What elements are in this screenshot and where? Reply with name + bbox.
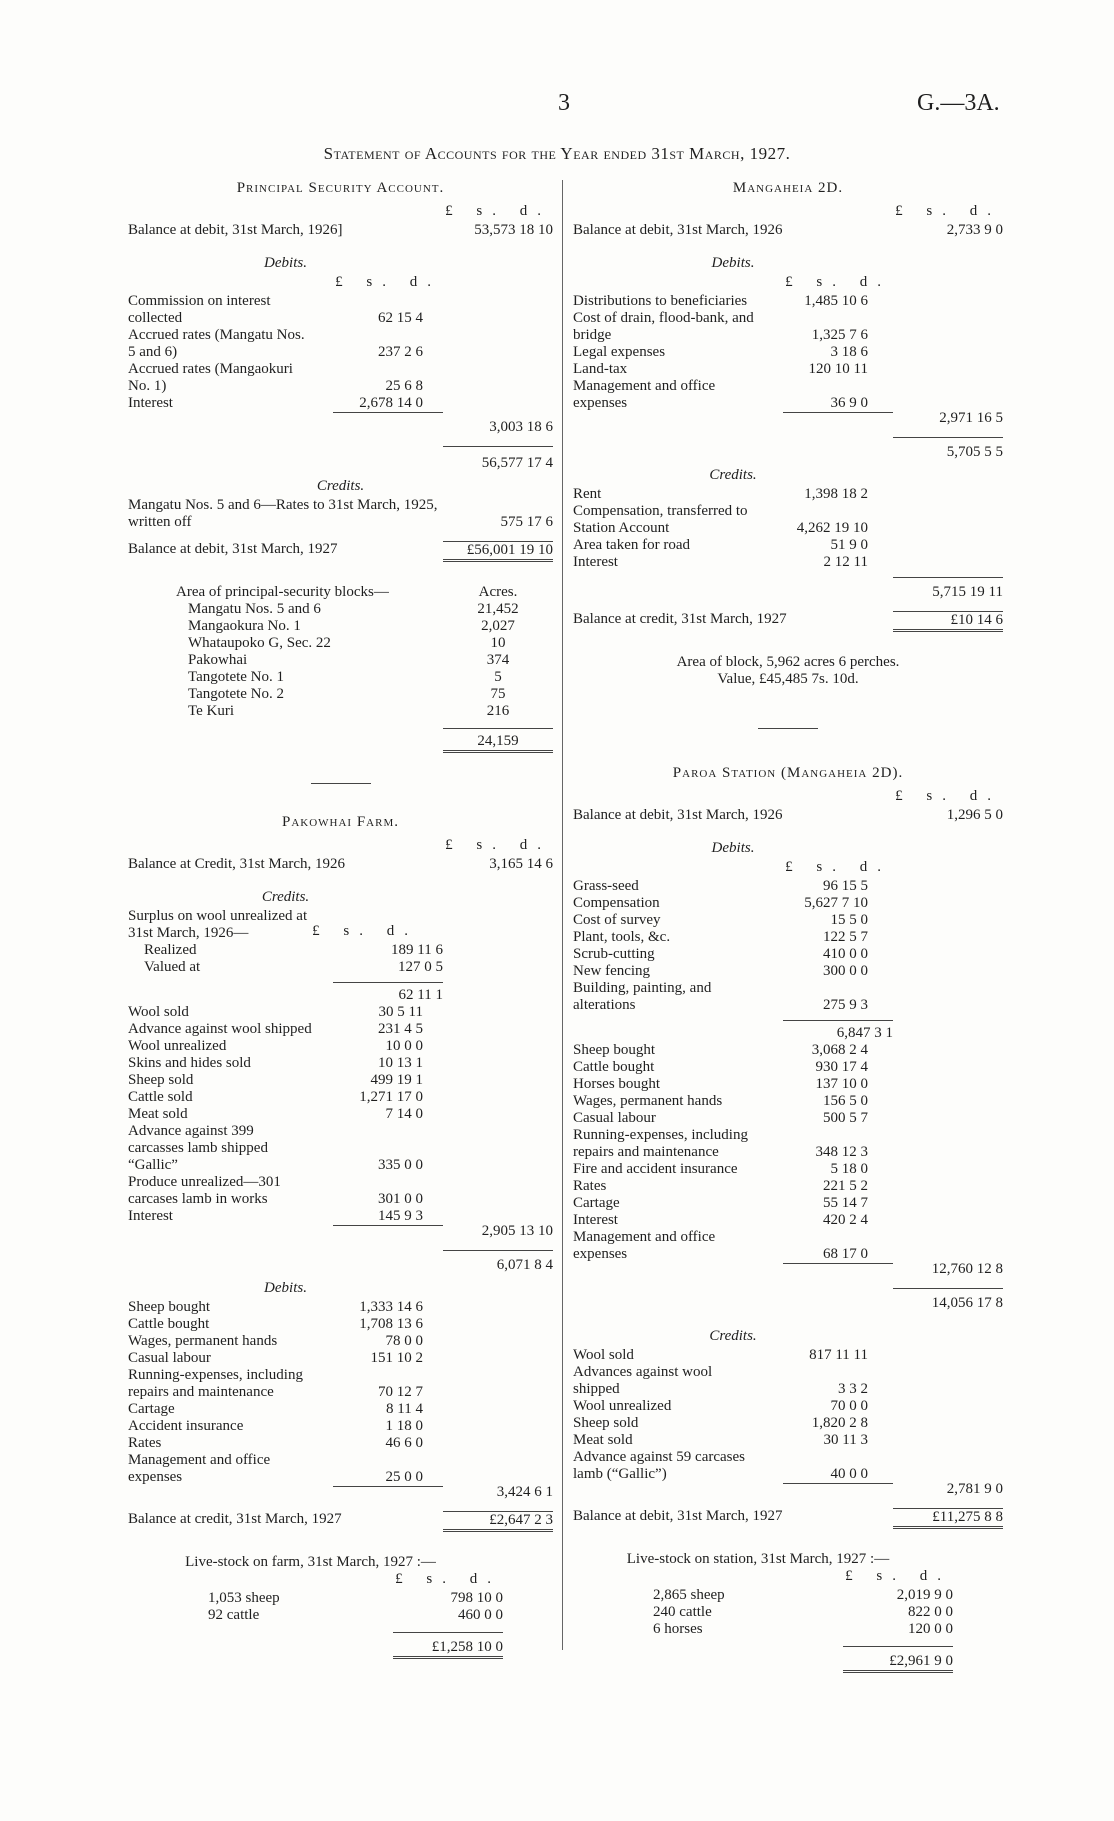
row-label: Cartage xyxy=(573,1195,620,1211)
ledger-row xyxy=(128,1316,553,1333)
ledger-row xyxy=(573,1398,1003,1415)
ledger-row xyxy=(573,1195,1003,1212)
row-amount: 156 5 0 xyxy=(823,1093,868,1109)
ledger-row xyxy=(128,1174,553,1208)
closing-balance-row: Balance at credit, 31st March, 1927 £10 14 6 xyxy=(573,611,1003,632)
debits-total: 2,971 16 5 xyxy=(939,410,1003,426)
row-label: Skins and hides sold xyxy=(128,1055,251,1071)
row-label: Management and office expenses xyxy=(573,1229,716,1262)
row-amount: 348 12 3 xyxy=(815,1144,868,1160)
row-label: Interest xyxy=(573,554,618,570)
row-label: Legal expenses xyxy=(573,344,666,360)
row-amount: 120 0 0 xyxy=(908,1621,953,1637)
ledger-row xyxy=(573,537,1003,554)
column-divider xyxy=(562,180,563,1650)
running-total: 14,056 17 8 xyxy=(893,1288,1003,1312)
row-label: 1,053 sheep xyxy=(208,1590,280,1606)
debits-heading: Debits. xyxy=(711,255,755,271)
row-label: Mangaokura No. 1 xyxy=(188,618,301,634)
ledger-row xyxy=(573,554,1003,571)
debits-total: 3,424 6 1 xyxy=(496,1484,553,1500)
ledger-row xyxy=(573,929,1003,946)
ledger-row xyxy=(573,1110,1003,1127)
unit-header: £ s. d. xyxy=(445,203,551,219)
ledger-row xyxy=(573,1178,1003,1195)
row-label: Sheep sold xyxy=(573,1415,639,1431)
row-label: Wool unrealized xyxy=(573,1398,672,1414)
row-amount: 5 xyxy=(494,669,502,685)
closing-balance-row: Balance at credit, 31st March, 1927 £2,647 2 3 xyxy=(128,1511,553,1532)
row-label: Te Kuri xyxy=(188,703,235,719)
row-label: Compensation xyxy=(573,895,660,911)
row-amount: 301 0 0 xyxy=(378,1191,423,1207)
ledger-row xyxy=(128,1350,553,1367)
row-label: Mangatu Nos. 5 and 6 xyxy=(188,601,321,617)
livestock-total: £1,258 10 0 xyxy=(393,1632,503,1659)
row-amount: 21,452 xyxy=(477,601,519,617)
ledger-row xyxy=(128,1055,553,1072)
row-label: Whataupoko G, Sec. 22 xyxy=(188,635,331,651)
ledger-row xyxy=(128,1021,553,1038)
row-label: Cost of survey xyxy=(573,912,661,928)
ledger-row xyxy=(573,310,1003,344)
row-amount: 145 9 3 xyxy=(378,1208,423,1224)
ledger-row xyxy=(128,497,553,531)
ledger-row xyxy=(573,912,1003,929)
row-label: Accrued rates (Mangaokuri No. 1) xyxy=(128,361,293,394)
row-amount: 3 3 2 xyxy=(838,1381,868,1397)
ledger-row xyxy=(128,1452,553,1486)
row-label: Cattle sold xyxy=(128,1089,193,1105)
row-label: Sheep bought xyxy=(573,1042,656,1058)
row-amount: 3 18 6 xyxy=(830,344,868,360)
ledger-row xyxy=(128,395,553,412)
page-reference: G.—3A. xyxy=(917,90,1000,116)
ledger-row xyxy=(128,293,553,327)
ledger-row xyxy=(128,1123,553,1174)
row-label: Running-expenses, including repairs and maintenance xyxy=(573,1127,748,1160)
credits-heading: Credits. xyxy=(316,478,365,494)
row-label: Horses bought xyxy=(573,1076,661,1092)
ledger-row xyxy=(573,1042,1003,1059)
row-amount: 70 0 0 xyxy=(830,1398,868,1414)
row-label: Interest xyxy=(573,1212,618,1228)
row-amount: 96 15 5 xyxy=(823,878,868,894)
credits-heading: Credits. xyxy=(709,467,757,483)
row-amount: 1,708 13 6 xyxy=(359,1316,423,1332)
row-amount: 25 0 0 xyxy=(385,1469,423,1485)
principal-security-account: Principal Security Account. £ s. d. Balance at debit, 31st March, 1926] 53,573 18 10 Debits. £ s. d. Commission on interest collected 62 15 4 Accrued rates (Mangatu Nos. 5 and 6) 237 2 6 Accrued rates (Mangaokuri No. 1) 25 6 8 Interest 2,678 14 0 3,003 18 6 56,577 17 4 Credits. Mangatu Nos. 5 and 6—Rates to 31st March, 1925, written off 575 17 6 Balance at debit, 31st March, 1927 £56,001 19 10 Area of principal-security blocks— Acres. Mangatu Nos. 5 and 6 21,452 Mangaokura No. 1 2,027 Whataupoko G, Sec. 22 10 Pakowhai 374 Tangotete No. 1 5 Tangotete No. 2 75 Te Kuri 216 24,159 xyxy=(128,180,553,753)
row-label: Meat sold xyxy=(128,1106,188,1122)
livestock-row xyxy=(573,1604,1003,1621)
area-total: 24,159 xyxy=(443,728,553,753)
mangaheia-2d-account: Mangaheia 2D. £ s. d. Balance at debit, 31st March, 1926 2,733 9 0 Debits. £ s. d. Distributions to beneficiaries 1,485 10 6 Cost of drain, flood-bank, and bridge 1,325 7 6 Legal expenses 3 18 6 Land-tax 120 10 11 Management and office expenses 36 9 0 2,971 16 5 5,705 5 5 Credits. Rent 1,398 18 2 Compensation, transferred to Station Account 4,262 19 10 Area taken for road 51 9 0 Interest 2 12 11 5,715 19 11 Balance at credit, 31st March, 1927 £10 14 6 Area of block, 5,962 acres 6 perches. Value, £45,485 7s. 10d. xyxy=(573,180,1003,687)
ledger-row xyxy=(573,293,1003,310)
row-amount: 1,820 2 8 xyxy=(811,1415,868,1431)
ledger-row xyxy=(573,1449,1003,1483)
row-amount: 78 0 0 xyxy=(385,1333,423,1349)
row-amount: 122 5 7 xyxy=(823,929,868,945)
debits-total: 3,003 18 6 xyxy=(489,419,553,435)
row-label: Advance against wool shipped xyxy=(128,1021,312,1037)
row-label: Grass-seed xyxy=(573,878,639,894)
credits-total: 2,905 13 10 xyxy=(481,1223,553,1239)
row-amount: 70 12 7 xyxy=(378,1384,423,1400)
row-amount: 3,068 2 4 xyxy=(811,1042,868,1058)
row-amount: 120 10 11 xyxy=(808,361,868,377)
row-amount: 817 11 11 xyxy=(809,1347,868,1363)
row-amount: 300 0 0 xyxy=(823,963,868,979)
row-label: Management and office expenses xyxy=(128,1452,271,1485)
section-title: Pakowhai Farm. xyxy=(281,814,399,830)
row-label: Interest xyxy=(128,1208,173,1224)
row-label: Cattle bought xyxy=(128,1316,210,1332)
row-amount: 499 19 1 xyxy=(370,1072,423,1088)
ledger-row xyxy=(573,486,1003,503)
ledger-row xyxy=(128,327,553,361)
ledger-row xyxy=(573,503,1003,537)
credits-total: 2,781 9 0 xyxy=(946,1481,1003,1497)
row-label: Management and office expenses xyxy=(573,378,716,411)
row-label: Tangotete No. 2 xyxy=(188,686,285,702)
row-amount: 335 0 0 xyxy=(378,1157,423,1173)
ledger-row xyxy=(573,1059,1003,1076)
row-amount: 221 5 2 xyxy=(823,1178,868,1194)
row-amount: 2,678 14 0 xyxy=(359,395,423,411)
debits-total: 12,760 12 8 xyxy=(931,1261,1003,1277)
row-amount: 137 10 0 xyxy=(815,1076,868,1092)
ledger-row xyxy=(128,1418,553,1435)
row-label: Accrued rates (Mangatu Nos. 5 and 6) xyxy=(128,327,305,360)
row-amount: 51 9 0 xyxy=(830,537,868,553)
livestock-row xyxy=(573,1587,1003,1604)
row-amount: 25 6 8 xyxy=(385,378,423,394)
ledger-row xyxy=(128,1038,553,1055)
ledger-row xyxy=(573,361,1003,378)
row-label: Tangotete No. 1 xyxy=(188,669,285,685)
row-label: Casual labour xyxy=(573,1110,656,1126)
row-amount: 420 2 4 xyxy=(823,1212,868,1228)
row-amount: 231 4 5 xyxy=(378,1021,423,1037)
livestock-heading: Live-stock on station, 31st March, 1927 :— xyxy=(626,1551,890,1567)
row-amount: 460 0 0 xyxy=(458,1607,503,1623)
row-label: Commission on interest collected xyxy=(128,293,271,326)
ledger-row xyxy=(573,344,1003,361)
ledger-row xyxy=(128,1004,553,1021)
livestock-total: £2,961 9 0 xyxy=(843,1646,953,1673)
row-label: New fencing xyxy=(573,963,651,979)
row-label: Running-expenses, including repairs and maintenance xyxy=(128,1367,303,1400)
row-amount: 62 15 4 xyxy=(378,310,423,326)
debits-heading: Debits. xyxy=(264,1280,307,1296)
block-value: Value, £45,485 7s. 10d. xyxy=(717,671,859,687)
credits-heading: Credits. xyxy=(709,1328,757,1344)
row-label: 240 cattle xyxy=(653,1604,712,1620)
row-amount: 30 11 3 xyxy=(823,1432,868,1448)
section-title: Mangaheia 2D. xyxy=(732,180,844,196)
left-column xyxy=(128,180,553,1659)
row-label: Rates xyxy=(573,1178,607,1194)
section-title: Principal Security Account. xyxy=(236,180,445,196)
row-label: Sheep bought xyxy=(128,1299,211,1315)
row-amount: 2,027 xyxy=(481,618,515,634)
row-label: Plant, tools, &c. xyxy=(573,929,671,945)
row-label: Wages, permanent hands xyxy=(573,1093,723,1109)
row-amount: 237 2 6 xyxy=(378,344,423,360)
row-label: Interest xyxy=(128,395,173,411)
row-label: Area taken for road xyxy=(573,537,691,553)
row-amount: 68 17 0 xyxy=(823,1246,868,1262)
running-total: 6,071 8 4 xyxy=(443,1250,553,1274)
opening-balance-row: Balance at debit, 31st March, 1926 2,733 9 0 xyxy=(573,222,1003,238)
ledger-row xyxy=(573,1076,1003,1093)
pakowhai-farm: Pakowhai Farm. £ s. d. Balance at Credit, 31st March, 1926 3,165 14 6 Credits. Surplus on wool unrealized at 31st March, 1926— £ s. d. Realized 189 11 6 Valued at 127 0 5 62 11 1 Wool sold 30 5 11 Advance against wool shipped 231 4 5 Wool unrealized 10 0 0 Skins and hides sold 10 13 1 Sheep sold 499 19 1 Cattle sold 1,271 17 0 Meat sold 7 14 0 Advance against 399 carcasses lamb shipped “Gallic” 335 0 0 Produce unrealized—301 carcases lamb in works 301 0 0 Interest 145 9 3 2,905 13 10 6,071 8 4 Debits. Sheep bought 1,333 14 6 Cattle bought 1,708 13 6 Wages, permanent hands 78 0 0 Casual labour 151 10 2 Running-expenses, including repairs and maintenance 70 12 7 Cartage 8 11 4 Accident insurance 1 18 0 Rates 46 6 0 Management and office expenses 25 0 0 3,424 6 1 Balance at credit, 31st March, 1927 £2,647 2 3 Live-stock on farm, 31st March, 1927 :— £ s. d. 1,053 sheep 798 10 0 92 cattle 460 0 0 £1,258 10 0 xyxy=(128,814,553,1659)
row-amount: 822 0 0 xyxy=(908,1604,953,1620)
credits-heading: Credits. xyxy=(261,889,310,905)
ledger-row xyxy=(128,1367,553,1401)
row-amount: 575 17 6 xyxy=(500,514,553,530)
row-amount: 10 0 0 xyxy=(385,1038,423,1054)
row-label: Advance against 59 carcases lamb (“Gallic”) xyxy=(573,1449,746,1482)
row-label: Produce unrealized—301 carcases lamb in works xyxy=(128,1174,281,1207)
ledger-row xyxy=(573,1212,1003,1229)
row-label: Fire and accident insurance xyxy=(573,1161,738,1177)
ledger-row xyxy=(128,1089,553,1106)
closing-balance-row: Balance at debit, 31st March, 1927 £56,001 19 10 xyxy=(128,541,553,562)
debits-subtotal: 6,847 3 1 xyxy=(783,1020,893,1042)
ledger-row xyxy=(573,1093,1003,1110)
row-amount: 5 18 0 xyxy=(830,1161,868,1177)
row-amount: 1,398 18 2 xyxy=(804,486,868,502)
row-amount: 15 5 0 xyxy=(830,912,868,928)
row-amount: 275 9 3 xyxy=(823,997,868,1013)
row-label: Cost of drain, flood-bank, and bridge xyxy=(573,310,754,343)
row-amount: 46 6 0 xyxy=(385,1435,423,1451)
ledger-row xyxy=(573,878,1003,895)
area-row xyxy=(128,669,553,686)
paroa-station: Paroa Station (Mangaheia 2D). £ s. d. Balance at debit, 31st March, 1926 1,296 5 0 Debits. £ s. d. Grass-seed 96 15 5 Compensation 5,627 7 10 Cost of survey 15 5 0 Plant, tools, &c. 122 5 7 Scrub-cutting 410 0 0 New fencing 300 0 0 Building, painting, and alterations 275 9 3 6,847 3 1 Sheep bought 3,068 2 4 Cattle bought 930 17 4 Horses bought 137 10 0 Wages, permanent hands 156 5 0 Casual labour 500 5 7 Running-expenses, including repairs and maintenance 348 12 3 Fire and accident insurance 5 18 0 Rates 221 5 2 Cartage 55 14 7 Interest 420 2 4 Management and office expenses 68 17 0 12,760 12 8 14,056 17 8 Credits. Wool sold 817 11 11 Advances against wool shipped 3 3 2 Wool unrealized 70 0 0 Sheep sold 1,820 2 8 Meat sold 30 11 3 Advance against 59 carcases lamb (“Gallic”) 40 0 0 2,781 9 0 Balance at debit, 31st March, 1927 £11,275 8 8 Live-stock on station, 31st March, 1927 :— £ s. d. 2,865 sheep 2,019 9 0 240 cattle 822 0 0 6 horses 120 0 0 £2,961 9 0 xyxy=(573,765,1003,1673)
opening-balance-row: Balance at debit, 31st March, 1926 1,296 5 0 xyxy=(573,807,1003,823)
row-amount: 374 xyxy=(486,652,510,668)
row-amount: 216 xyxy=(486,703,510,719)
row-amount: 1,485 10 6 xyxy=(804,293,868,309)
ledger-row xyxy=(128,1333,553,1350)
row-label: Wool sold xyxy=(128,1004,189,1020)
livestock-row xyxy=(128,1590,553,1607)
row-amount: 2 12 11 xyxy=(823,554,868,570)
livestock-heading: Live-stock on farm, 31st March, 1927 :— xyxy=(185,1554,436,1570)
row-label: Wool unrealized xyxy=(128,1038,227,1054)
ledger-row xyxy=(573,378,1003,412)
ledger-row xyxy=(573,1161,1003,1178)
row-amount: 1 18 0 xyxy=(385,1418,423,1434)
ledger-row xyxy=(128,1401,553,1418)
running-total: 5,705 5 5 xyxy=(893,437,1003,461)
row-amount: 10 13 1 xyxy=(378,1055,423,1071)
row-amount: 5,627 7 10 xyxy=(804,895,868,911)
row-amount: 30 5 11 xyxy=(378,1004,423,1020)
row-label: Meat sold xyxy=(573,1432,633,1448)
row-label: Advances against wool shipped xyxy=(573,1364,713,1397)
area-row xyxy=(128,652,553,669)
row-amount: 1,271 17 0 xyxy=(359,1089,423,1105)
row-amount: 798 10 0 xyxy=(450,1590,503,1606)
row-label: 2,865 sheep xyxy=(653,1587,725,1603)
row-label: Scrub-cutting xyxy=(573,946,655,962)
area-heading: Area of principal-security blocks— xyxy=(176,584,389,600)
ledger-row xyxy=(128,1072,553,1089)
row-amount: 10 xyxy=(490,635,506,651)
document-title: Statement of Accounts for the Year ended 31st March, 1927. xyxy=(323,144,791,163)
surplus-total: 62 11 1 xyxy=(333,982,443,1004)
row-amount: 4,262 19 10 xyxy=(796,520,868,536)
row-amount: 75 xyxy=(490,686,506,702)
debits-heading: Debits. xyxy=(711,840,755,856)
row-label: Wool sold xyxy=(573,1347,634,1363)
row-label: Mangatu Nos. 5 and 6—Rates to 31st March, 1925, written off xyxy=(128,497,438,530)
credits-total: 5,715 19 11 xyxy=(893,577,1003,601)
row-amount: 2,019 9 0 xyxy=(896,1587,953,1603)
ledger-row xyxy=(573,980,1003,1014)
opening-balance-row: Balance at debit, 31st March, 1926] 53,573 18 10 xyxy=(128,222,553,238)
ledger-row xyxy=(573,1415,1003,1432)
area-row xyxy=(128,686,553,703)
area-row xyxy=(128,618,553,635)
row-label: Building, painting, and alterations xyxy=(573,980,712,1013)
ledger-row xyxy=(573,946,1003,963)
ledger-row xyxy=(573,1364,1003,1398)
row-amount: 1,333 14 6 xyxy=(359,1299,423,1315)
ledger-row xyxy=(128,1299,553,1316)
row-amount: 410 0 0 xyxy=(823,946,868,962)
section-title: Paroa Station (Mangaheia 2D). xyxy=(672,765,904,781)
livestock-row xyxy=(573,1621,1003,1638)
ledger-row xyxy=(573,895,1003,912)
running-total: 56,577 17 4 xyxy=(443,446,553,472)
row-amount: 930 17 4 xyxy=(815,1059,868,1075)
row-amount: 500 5 7 xyxy=(823,1110,868,1126)
row-label: Distributions to beneficiaries xyxy=(573,293,748,309)
right-column xyxy=(573,180,1003,1673)
ledger-row xyxy=(573,1347,1003,1364)
row-amount: 151 10 2 xyxy=(370,1350,423,1366)
block-area: Area of block, 5,962 acres 6 perches. xyxy=(676,654,900,670)
row-label: Advance against 399 carcasses lamb shipped “Gallic” xyxy=(128,1123,268,1173)
row-label: Casual labour xyxy=(128,1350,211,1366)
opening-balance-row: Balance at Credit, 31st March, 1926 3,165 14 6 xyxy=(128,856,553,872)
area-row xyxy=(128,703,553,720)
row-label: 6 horses xyxy=(653,1621,703,1637)
row-amount: 40 0 0 xyxy=(830,1466,868,1482)
page-number: 3 xyxy=(558,90,570,116)
ledger-row xyxy=(573,1127,1003,1161)
area-row xyxy=(128,635,553,652)
closing-balance-row: Balance at debit, 31st March, 1927 £11,275 8 8 xyxy=(573,1508,1003,1529)
debits-heading: Debits. xyxy=(264,255,307,271)
row-amount: 8 11 4 xyxy=(386,1401,423,1417)
row-amount: 36 9 0 xyxy=(830,395,868,411)
ledger-row xyxy=(573,1432,1003,1449)
ledger-row xyxy=(128,1435,553,1452)
row-label: Accident insurance xyxy=(128,1418,244,1434)
ledger-row xyxy=(573,963,1003,980)
row-label: Cartage xyxy=(128,1401,175,1417)
row-label: Rates xyxy=(128,1435,162,1451)
row-amount: 1,325 7 6 xyxy=(811,327,868,343)
row-amount: 7 14 0 xyxy=(385,1106,423,1122)
ledger-row xyxy=(573,1229,1003,1263)
row-label: Sheep sold xyxy=(128,1072,194,1088)
row-label: Land-tax xyxy=(573,361,628,377)
ledger-row xyxy=(128,1106,553,1123)
row-amount: 55 14 7 xyxy=(823,1195,868,1211)
row-label: 92 cattle xyxy=(208,1607,260,1623)
area-row xyxy=(128,601,553,618)
row-label: Compensation, transferred to Station Account xyxy=(573,503,748,536)
row-label: Rent xyxy=(573,486,602,502)
row-label: Pakowhai xyxy=(188,652,248,668)
livestock-row xyxy=(128,1607,553,1624)
ledger-row xyxy=(128,361,553,395)
row-label: Wages, permanent hands xyxy=(128,1333,278,1349)
row-label: Cattle bought xyxy=(573,1059,655,1075)
